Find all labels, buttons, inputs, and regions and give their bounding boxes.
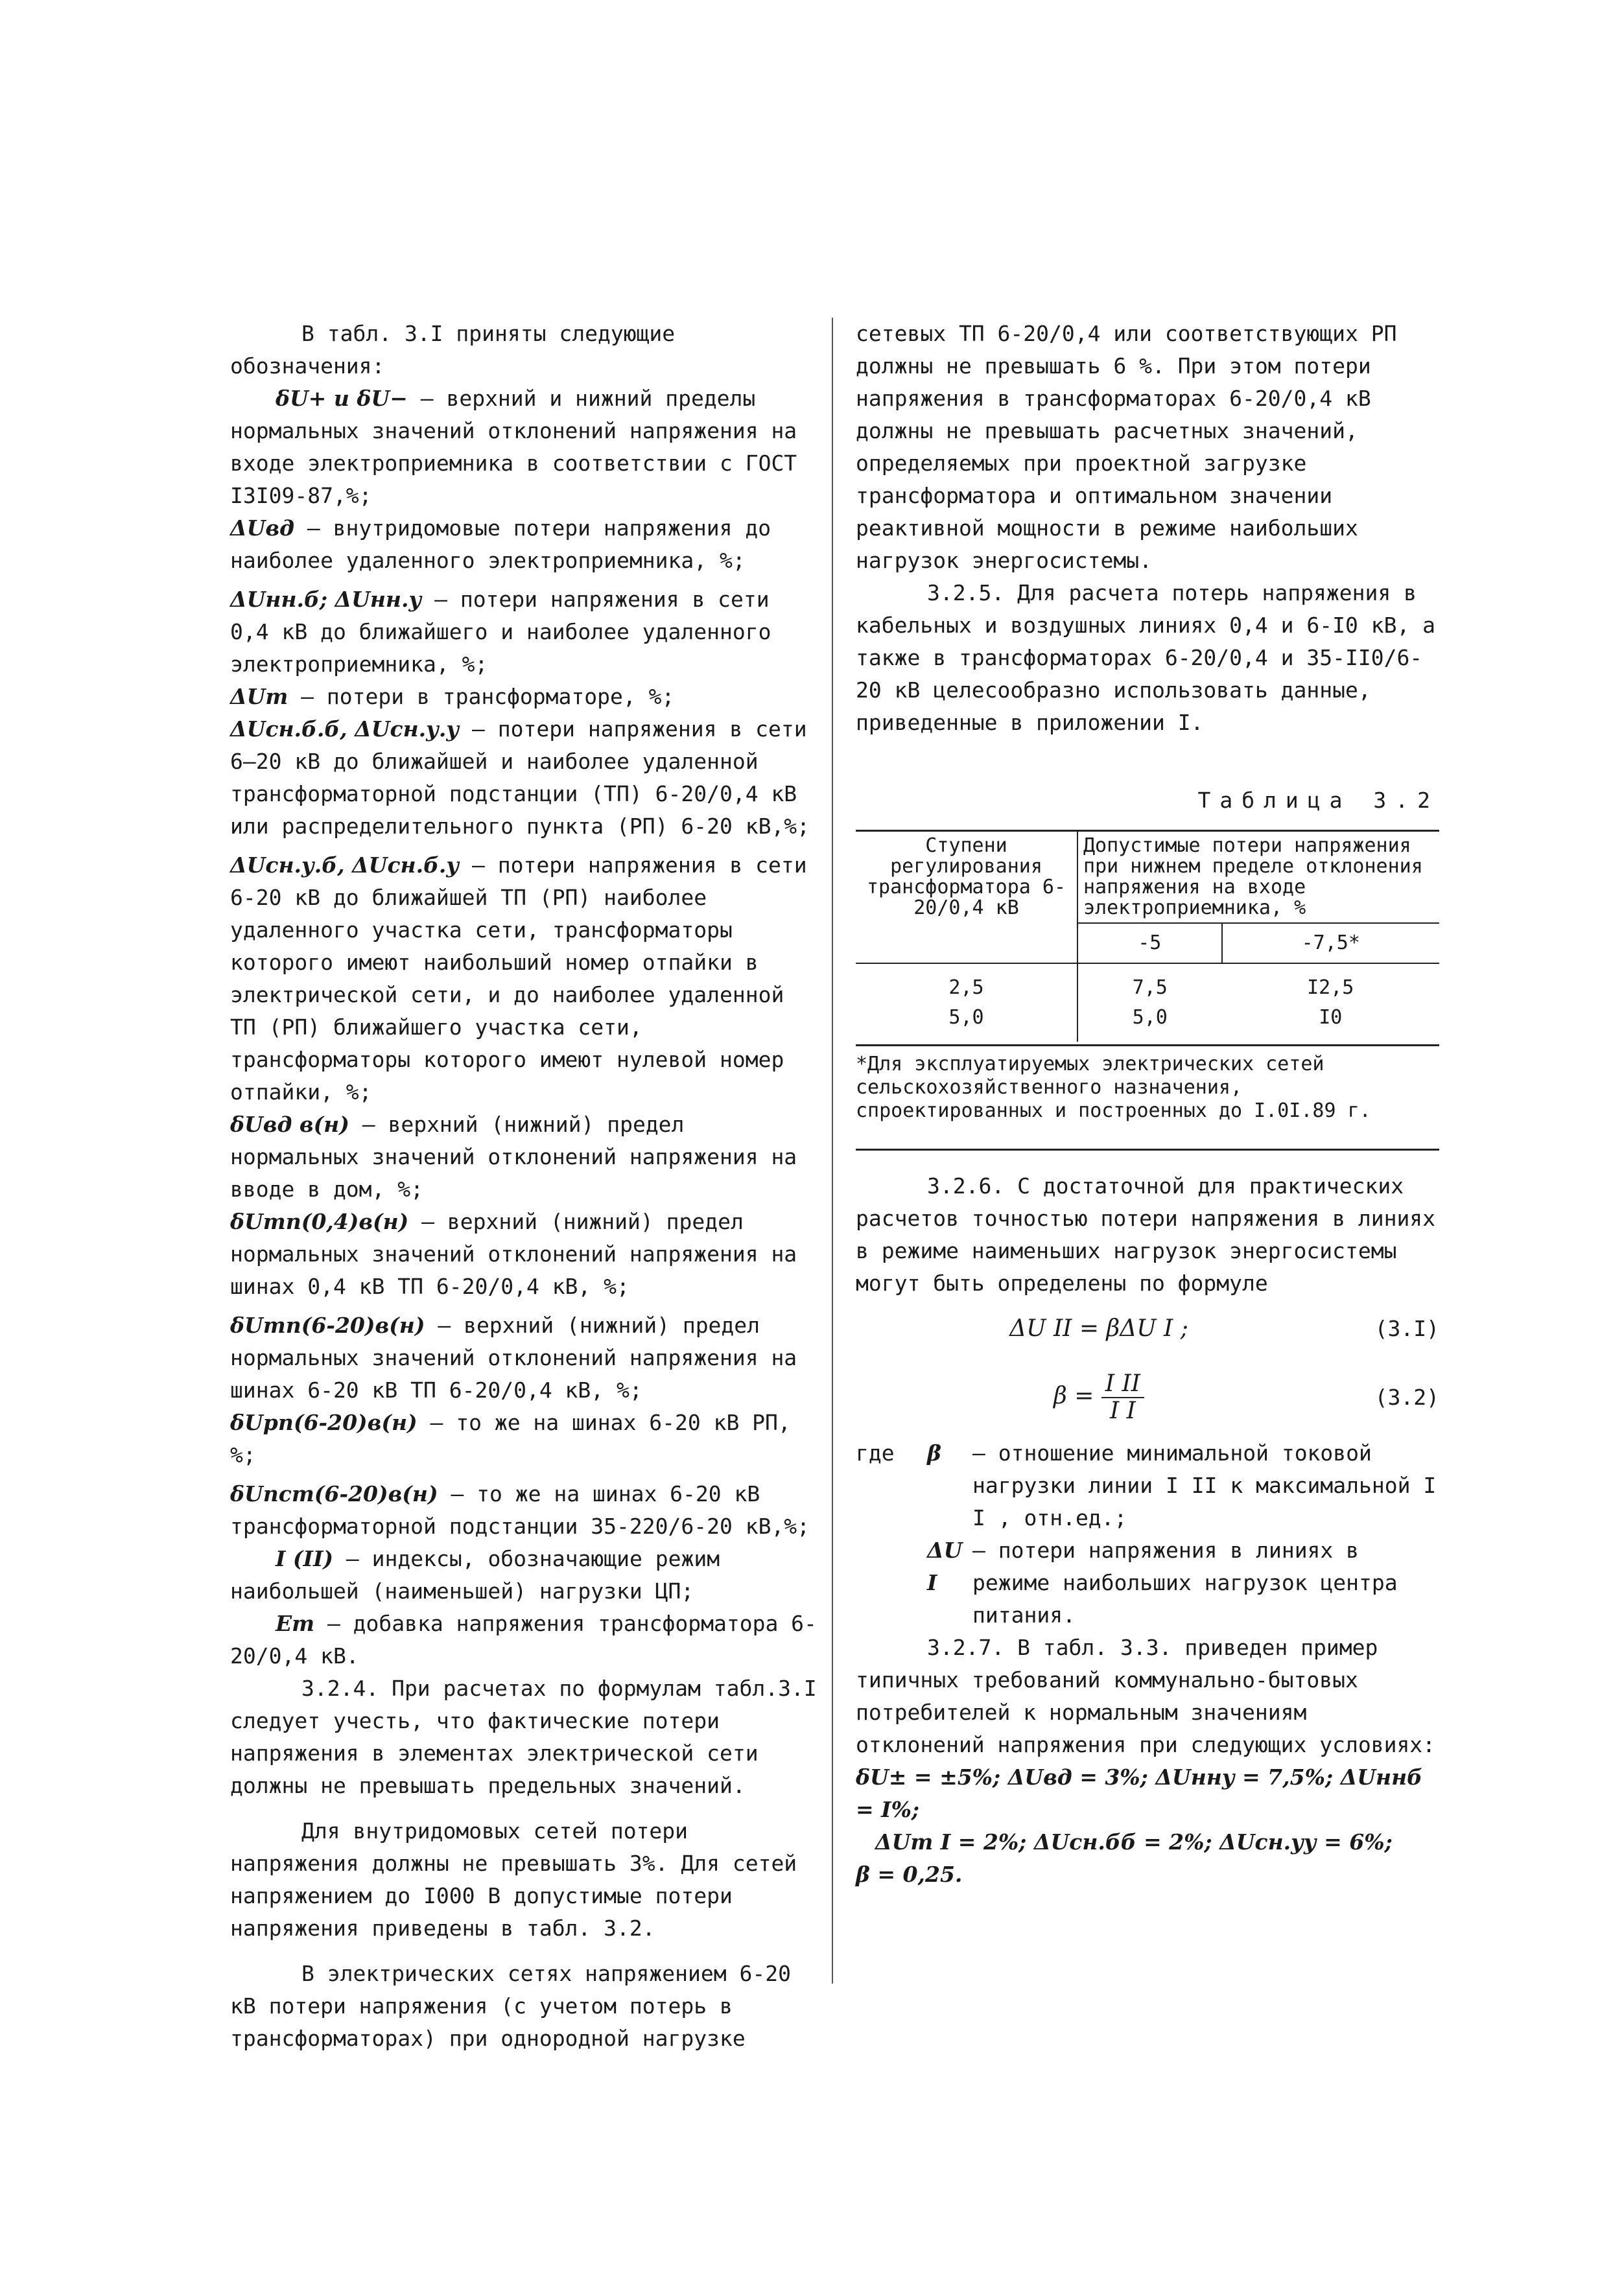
table-cell-value: 5,0 [948, 1006, 984, 1029]
definition-symbol: ΔUт [230, 684, 288, 709]
table-row [856, 963, 1439, 1042]
definition-item [230, 1108, 817, 1206]
definition-item [230, 512, 817, 577]
definition-item [230, 849, 820, 1108]
table-bottom-rule [856, 1042, 1439, 1046]
table-subheader-cell: -5 [1077, 923, 1222, 963]
definition-symbol: δUтп(6-20)в(н) [230, 1313, 425, 1338]
definition-item [230, 1543, 817, 1608]
formula-number: (3.2) [1374, 1385, 1439, 1410]
definition-item [230, 1309, 817, 1407]
table-cell [1077, 963, 1222, 1042]
definition-symbol: Eт [276, 1611, 315, 1636]
table-cell [1222, 963, 1439, 1042]
definition-text: – то же на шинах 6-20 кВ трансформаторной подстанции 35-220/6-20 кВ,%; [230, 1481, 810, 1539]
definitions-list [230, 382, 820, 1672]
definition-text: – то же на шинах 6-20 кВ РП, %; [230, 1410, 804, 1468]
definition-symbol: ΔUсн.б.б, ΔUсн.у.у [230, 716, 460, 742]
table-cell-value: 7,5 [1132, 976, 1168, 999]
definition-text: – верхний (нижний) предел нормальных значений отклонений напряжения на вводе в дом, %; [230, 1112, 810, 1202]
definition-symbol: ΔUсн.у.б, ΔUсн.б.у [230, 852, 460, 878]
where-symbol: ΔU I [927, 1538, 963, 1595]
definition-text: – потери напряжения в сети 0,4 кВ до ближайшего и наиболее удаленного электроприемника, %; [230, 587, 784, 677]
right-column [856, 318, 1448, 1891]
definition-text: – индексы, обозначающие режим наибольшей (наименьшей) нагрузки ЦП; [230, 1546, 733, 1604]
table-title: Таблица 3.2 [1197, 788, 1439, 813]
table-cell [856, 963, 1077, 1042]
fraction-denominator: I I [1109, 1398, 1136, 1424]
table-cell-value: 5,0 [1132, 1006, 1168, 1029]
where-text: – отношение минимальной токовой нагрузки линии I II к максимальной I I , отн.ед.; [972, 1440, 1437, 1530]
table-header-cell: Допустимые потери напряжения при нижнем пределе отклонения напряжения на входе электроприемника, % [1077, 831, 1439, 924]
fraction-numerator: I II [1101, 1371, 1144, 1398]
definition-item [230, 1478, 817, 1543]
conditions-line: ΔUт I = 2%; ΔUсн.бб = 2%; ΔUсн.уу = 6%; [875, 1829, 1393, 1855]
definition-text: – добавка напряжения трансформатора 6-20/0,4 кВ. [230, 1611, 817, 1669]
where-spacer [856, 1534, 927, 1632]
conditions-line: δU± = ±5%; ΔUвд = 3%; ΔUнну = 7,5%; ΔUннб = I%; [856, 1764, 1430, 1822]
definition-text: – верхний (нижний) предел нормальных значений отклонений напряжения на шинах 6-20 кВ ТП 6-20/0,4 кВ, %; [230, 1313, 810, 1403]
definition-item [230, 1407, 817, 1471]
table-cell-value: I2,5 [1307, 976, 1354, 999]
where-label: где [856, 1440, 895, 1466]
section-3-2-4-paragraph: 3.2.4. При расчетах по формулам табл.3.I следует учесть, что фактические потери напряжения в элементах электрической сети должны не превышать предельных значений. [230, 1676, 830, 1798]
formula-number: (3.I) [1374, 1316, 1439, 1341]
where-symbol: β [927, 1440, 941, 1466]
definition-text: – потери в трансформаторе, %; [288, 684, 675, 709]
formula-3-1 [856, 1300, 1439, 1358]
formula-fraction [1101, 1371, 1144, 1424]
section-3-2-7-paragraph: 3.2.7. В табл. 3.3. приведен пример типичных требований коммунально-бытовых потребителей к нормальным значениям отклонений напряжения при следующих условиях: [856, 1635, 1436, 1757]
definition-item [230, 1206, 817, 1303]
definition-text: – верхний (нижний) предел нормальных значений отклонений напряжения на шинах 0,4 кВ ТП 6-20/0,4 кВ, %; [230, 1209, 810, 1299]
table-footnote: *Для эксплуатируемых электрических сетей сельскохозяйственного назначения, спроектированных и построенных до I.0I.89 г. [856, 1053, 1439, 1151]
formula-lhs: β = [1053, 1383, 1094, 1409]
definition-symbol: δUпст(6-20)в(н) [230, 1481, 438, 1506]
definition-item [230, 382, 817, 512]
formula-3-2 [856, 1358, 1439, 1437]
definition-item [230, 713, 820, 843]
section-3-2-5-paragraph: 3.2.5. Для расчета потерь напряжения в кабельных и воздушных линиях 0,4 и 6-I0 кВ, а также в трансформаторах 6-20/0,4 и 35-II0/6-20 кВ целесообразно использовать данные, приведенные в приложении I. [856, 580, 1448, 735]
definition-symbol: δUрп(6-20)в(н) [230, 1410, 418, 1435]
conditions-line: β = 0,25. [856, 1862, 963, 1887]
definition-symbol: δUвд в(н) [230, 1112, 349, 1137]
definition-text: – внутридомовые потери напряжения до наиболее удаленного электроприемника, %; [230, 515, 784, 573]
formula-expression: ΔU II = βΔU I ; [1009, 1315, 1188, 1342]
table-3-2 [856, 830, 1439, 1046]
section-3-2-6-paragraph: 3.2.6. С достаточной для практических расчетов точностью потери напряжения в линиях в режиме наименьших нагрузок энергосистемы могут быть определены по формуле [856, 1173, 1448, 1296]
definition-item [230, 681, 817, 713]
networks-6-20-paragraph: В электрических сетях напряжением 6-20 кВ потери напряжения (с учетом потерь в трансформаторах) при однородной нагрузке [230, 1961, 804, 2051]
where-text: – потери напряжения в линиях в режиме наибольших нагрузок центра питания. [972, 1538, 1398, 1628]
table-cell-value: 2,5 [948, 976, 984, 999]
table-cell-value: I0 [1319, 1006, 1343, 1029]
definition-text: – верхний и нижний пределы нормальных значений отклонений напряжения на входе электроприемника в соответствии с ГОСТ I3I09-87,%; [230, 386, 810, 508]
intro-paragraph: В табл. 3.I приняты следующие обозначения: [230, 321, 688, 379]
definition-item [230, 583, 817, 681]
definition-symbol: δUтп(0,4)в(н) [230, 1209, 409, 1234]
left-column [230, 318, 830, 2055]
definition-symbol: ΔUнн.б; ΔUнн.у [230, 587, 422, 612]
continued-paragraph: сетевых ТП 6-20/0,4 или соответствующих РП должны не превышать 6 %. При этом потери напряжения в трансформаторах 6-20/0,4 кВ должны не превышать расчетных значений, определяемых при проектной загрузке трансформатора и оптимальном значении реактивной мощности в режиме наибольших нагрузок энергосистемы. [856, 321, 1410, 573]
definition-symbol: ΔUвд [230, 515, 294, 541]
where-block [856, 1437, 1439, 1632]
table-subheader-cell: -7,5* [1222, 923, 1439, 963]
definition-symbol: δU+ и δU− [276, 386, 408, 411]
column-divider [832, 318, 833, 1984]
definition-symbol: I (II) [276, 1546, 334, 1571]
definition-text: – потери напряжения в сети 6–20 кВ до ближайшей и наиболее удаленной трансформаторной подстанции (ТП) 6-20/0,4 кВ или распределительного пункта (РП) 6-20 кВ,%; [230, 716, 820, 839]
indoor-networks-paragraph: Для внутридомовых сетей потери напряжения должны не превышать 3%. Для сетей напряжением до I000 В допустимые потери напряжения приведены в табл. 3.2. [230, 1818, 810, 1941]
table-header-cell: Ступени регулирования трансформатора 6-20/0,4 кВ [856, 831, 1077, 964]
formula-expression [856, 1371, 1342, 1424]
definition-text: – потери напряжения в сети 6-20 кВ до ближайшей ТП (РП) наиболее удаленного участка сети, трансформаторы которого имеют наибольший номер отпайки в электрической сети, и до наиболее удаленной ТП (РП) ближайшего участка сети, трансформаторы которого имеют нулевой номер отпайки, %; [230, 852, 820, 1105]
definition-item [230, 1608, 817, 1672]
